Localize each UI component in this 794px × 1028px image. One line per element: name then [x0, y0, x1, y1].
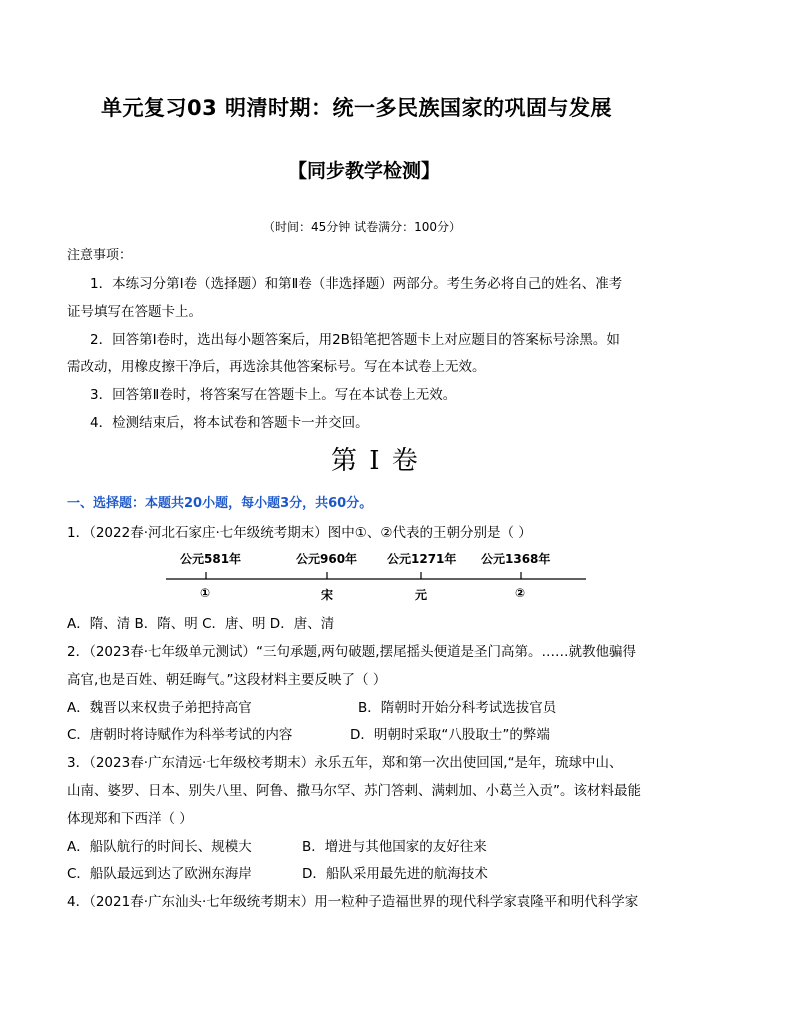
timeline-mark-2: ② — [515, 586, 526, 600]
page-subtitle: 【同步教学检测】 — [288, 160, 441, 182]
question-1-options: A．隋、清 B．隋、明 C．唐、明 D．唐、清 — [67, 616, 335, 632]
note-line-3: 3．回答第Ⅱ卷时，将答案写在答题卡上。写在本试卷上无效。 — [90, 387, 457, 403]
timeline-mark-yuan: 元 — [415, 588, 428, 602]
note-line-2: 2．回答第Ⅰ卷时，选出每小题答案后，用2B铅笔把答题卡上对应题目的答案标号涂黑。如 — [90, 332, 620, 348]
section-title: 一、选择题：本题共20小题，每小题3分，共60分。 — [67, 496, 373, 511]
question-4-stem-1: 4．（2021春·广东汕头·七年级统考期末）用一粒种子造福世界的现代科学家袁隆平和明代科学家 — [67, 894, 639, 910]
question-2-option-b: B．隋朝时开始分科考试选拔官员 — [358, 700, 557, 716]
question-3-stem-3: 体现郑和下西洋（ ） — [67, 811, 193, 827]
question-3-option-a: A．船队航行的时间长、规模大 — [67, 839, 252, 855]
timeline-label-1271: 公元1271年 — [387, 552, 457, 566]
question-3-stem-2: 山南、婆罗、日本、别失八里、阿鲁、撒马尔罕、苏门答剌、满剌加、小葛兰入贡”。该材料最能 — [67, 783, 641, 799]
question-2-option-c: C．唐朝时将诗赋作为科举考试的内容 — [67, 727, 293, 743]
timeline-label-581: 公元581年 — [180, 552, 242, 566]
note-line-1-cont: 证号填写在答题卡上。 — [67, 304, 202, 320]
note-line-2-cont: 需改动，用橡皮擦干净后，再选涂其他答案标号。写在本试卷上无效。 — [67, 359, 486, 375]
exam-meta: （时间：45分钟 试卷满分：100分） — [263, 220, 461, 234]
question-2-option-d: D．明朝时采取“八股取士”的弊端 — [350, 727, 550, 743]
volume-title: 第 I 卷 — [331, 446, 420, 476]
timeline-mark-1: ① — [200, 586, 211, 600]
question-3-option-c: C．船队最远到达了欧洲东海岸 — [67, 866, 252, 882]
question-3-stem-1: 3．（2023春·广东清远·七年级校考期末）永乐五年，郑和第一次出使回国,“是年，琉球中山、 — [67, 755, 623, 771]
note-line-1: 1．本练习分第Ⅰ卷（选择题）和第Ⅱ卷（非选择题）两部分。考生务必将自己的姓名、准考 — [90, 276, 623, 292]
question-2-stem-1: 2．（2023春·七年级单元测试）“三句承题,两句破题,摆尾摇头便道是圣门高第。……就教他骗得 — [67, 644, 637, 660]
question-2-stem-2: 高官,也是百姓、朝廷晦气。”这段材料主要反映了（ ） — [67, 672, 387, 688]
question-3-option-b: B．增进与其他国家的友好往来 — [302, 839, 487, 855]
timeline-label-1368: 公元1368年 — [481, 552, 551, 566]
timeline-mark-song: 宋 — [321, 588, 334, 602]
timeline-label-960: 公元960年 — [296, 552, 358, 566]
question-2-option-a: A．魏晋以来权贵子弟把持高官 — [67, 700, 252, 716]
page-title: 单元复习03 明清时期：统一多民族国家的巩固与发展 — [101, 96, 613, 120]
question-1-stem: 1．（2022春·河北石家庄·七年级统考期末）图中①、②代表的王朝分别是（ ） — [67, 525, 532, 541]
notes-label: 注意事项： — [67, 248, 133, 263]
timeline-axis — [160, 566, 590, 586]
question-3-option-d: D．船队采用最先进的航海技术 — [302, 866, 488, 882]
note-line-4: 4．检测结束后，将本试卷和答题卡一并交回。 — [90, 415, 369, 431]
